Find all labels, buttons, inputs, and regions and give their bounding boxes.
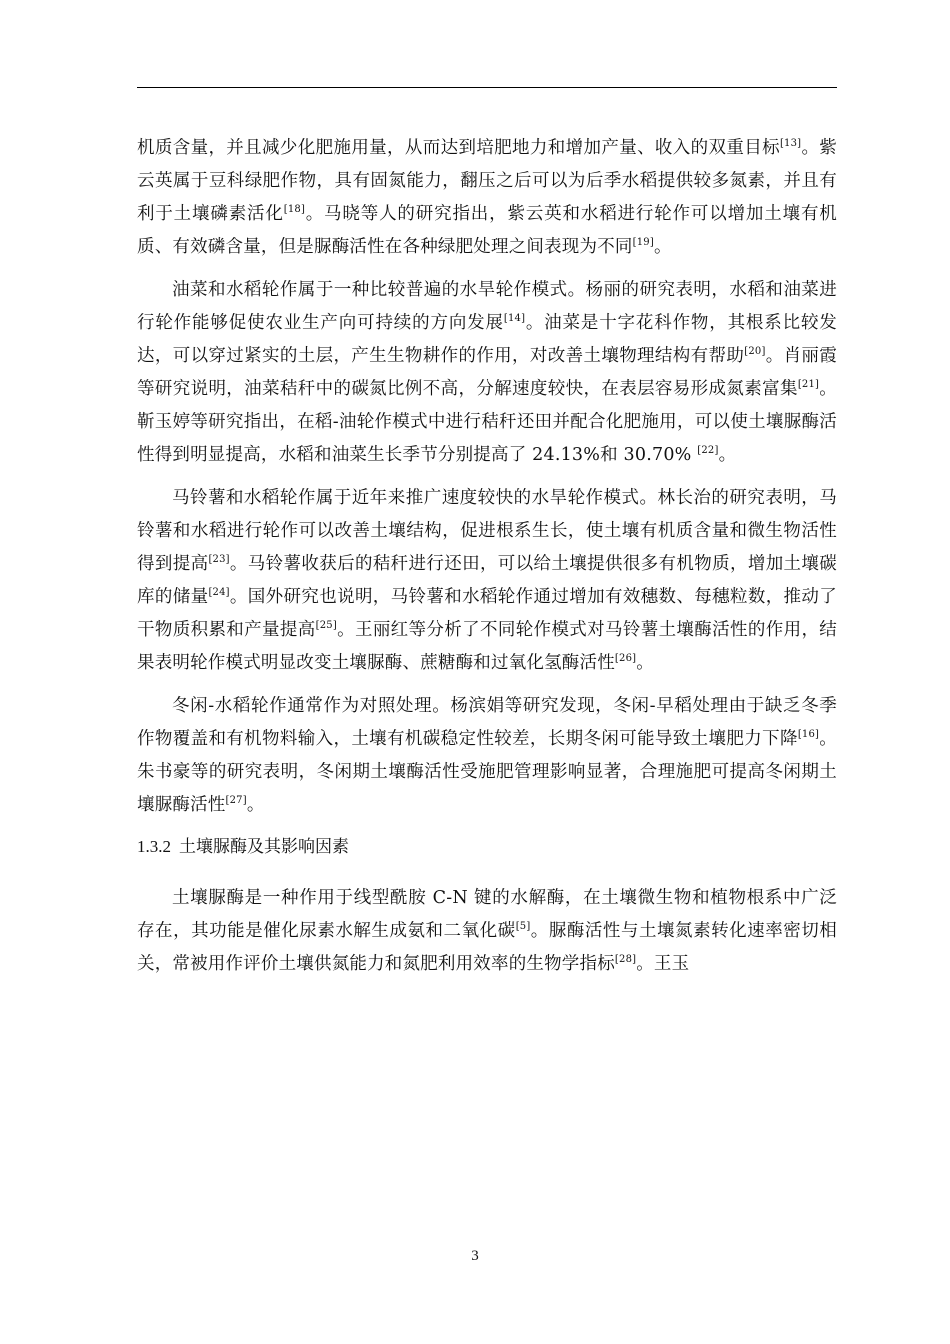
text-run: 冬闲-水稻轮作通常作为对照处理。杨滨娟等研究发现，冬闲-早稻处理由于缺乏冬季作物覆盖和有机物料输入，土壤有机碳稳定性较差，长期冬闲可能导致土壤肥力下降 — [137, 696, 837, 749]
text-run: 马铃薯和水稻轮作属于近年来推广速度较快的水旱轮作模式。林长治的研究表明，马铃薯和水稻进行轮作可以改善土壤结构，促进根系生长，使土壤有机质含量和微生物活性得到提高 — [137, 488, 837, 574]
paragraph — [137, 482, 837, 680]
text-run: 。肖丽霞等研究说明，油菜秸秆中的碳氮比例不高，分解速度较快，在表层容易形成氮素富集 — [137, 346, 837, 399]
paragraph-group-1 — [137, 132, 837, 822]
text-run: 。油菜是十字花科作物，其根系比较发达，可以穿过紧实的土层，产生生物耕作的作用，对改善土壤物理结构有帮助 — [137, 313, 838, 366]
text-run: 油菜和水稻轮作属于一种比较普遍的水旱轮作模式。杨丽的研究表明，水稻和油菜进行轮作能够促使农业生产向可持续的方向发展 — [137, 280, 837, 333]
section-title: 土壤脲酶及其影响因素 — [179, 837, 349, 857]
text-run: 。朱书豪等的研究表明，冬闲期土壤酶活性受施肥管理影响显著，合理施肥可提高冬闲期土壤脲酶活性 — [137, 729, 838, 815]
citation: [13] — [779, 138, 802, 149]
citation: [25] — [315, 620, 337, 631]
citation: [23] — [208, 554, 230, 565]
citation: [21] — [797, 379, 820, 390]
citation: [24] — [208, 587, 230, 598]
citation: [16] — [797, 729, 820, 740]
text-run: 。脲酶活性与土壤氮素转化速率密切相关，常被用作评价土壤供氮能力和氮肥利用效率的生物学指标 — [137, 921, 837, 974]
citation: [14] — [503, 313, 526, 324]
section-heading — [137, 832, 837, 862]
paragraph — [137, 690, 837, 822]
text-run: 。 — [246, 795, 265, 815]
page-body — [137, 132, 837, 991]
paragraph-group-2 — [137, 882, 837, 981]
text-run: 。 — [636, 653, 654, 673]
citation: [5] — [515, 921, 531, 932]
text-run: 。 — [718, 445, 737, 465]
text-run: 。王丽红等分析了不同轮作模式对马铃薯土壤酶活性的作用，结果表明轮作模式明显改变土壤脲酶、蔗糖酶和过氧化氢酶活性 — [137, 620, 838, 673]
citation: [28] — [614, 954, 637, 965]
citation: [26] — [614, 653, 637, 664]
text-run: 机质含量，并且减少化肥施用量，从而达到培肥地力和增加产量、收入的双重目标 — [137, 138, 780, 158]
page-number: 3 — [471, 1248, 479, 1264]
section-number: 1.3.2 — [137, 837, 171, 856]
text-run: 土壤脲酶是一种作用于线型酰胺 C-N 键的水解酶，在土壤微生物和植物根系中广泛存在，其功能是催化尿素水解生成氨和二氧化碳 — [137, 888, 837, 941]
text-run: 。国外研究也说明，马铃薯和水稻轮作通过增加有效穗数、每穗粒数，推动了干物质积累和产量提高 — [137, 587, 837, 640]
citation: [22] — [697, 445, 719, 456]
header-rule — [137, 87, 837, 88]
citation: [20] — [744, 346, 766, 357]
citation: [27] — [225, 795, 247, 806]
text-run: 。马铃薯收获后的秸秆进行还田，可以给土壤提供很多有机物质，增加土壤碳库的储量 — [137, 554, 837, 607]
text-run: 。马晓等人的研究指出，紫云英和水稻进行轮作可以增加土壤有机质、有效磷含量，但是脲酶活性在各种绿肥处理之间表现为不同 — [137, 204, 837, 257]
text-run: 。紫云英属于豆科绿肥作物，具有固氮能力，翻压之后可以为后季水稻提供较多氮素，并且有利于土壤磷素活化 — [137, 138, 838, 224]
paragraph — [137, 274, 837, 472]
paragraph — [137, 882, 837, 981]
citation: [18] — [283, 204, 306, 215]
text-run: 。 — [653, 237, 672, 257]
citation: [19] — [632, 237, 654, 248]
paragraph — [137, 132, 837, 264]
text-run: 。靳玉婷等研究指出，在稻-油轮作模式中进行秸秆还田并配合化肥施用，可以使土壤脲酶活性得到明显提高，水稻和油菜生长季节分别提高了 24.13%和 30.70% — [137, 379, 838, 465]
text-run: 。王玉 — [636, 954, 690, 974]
